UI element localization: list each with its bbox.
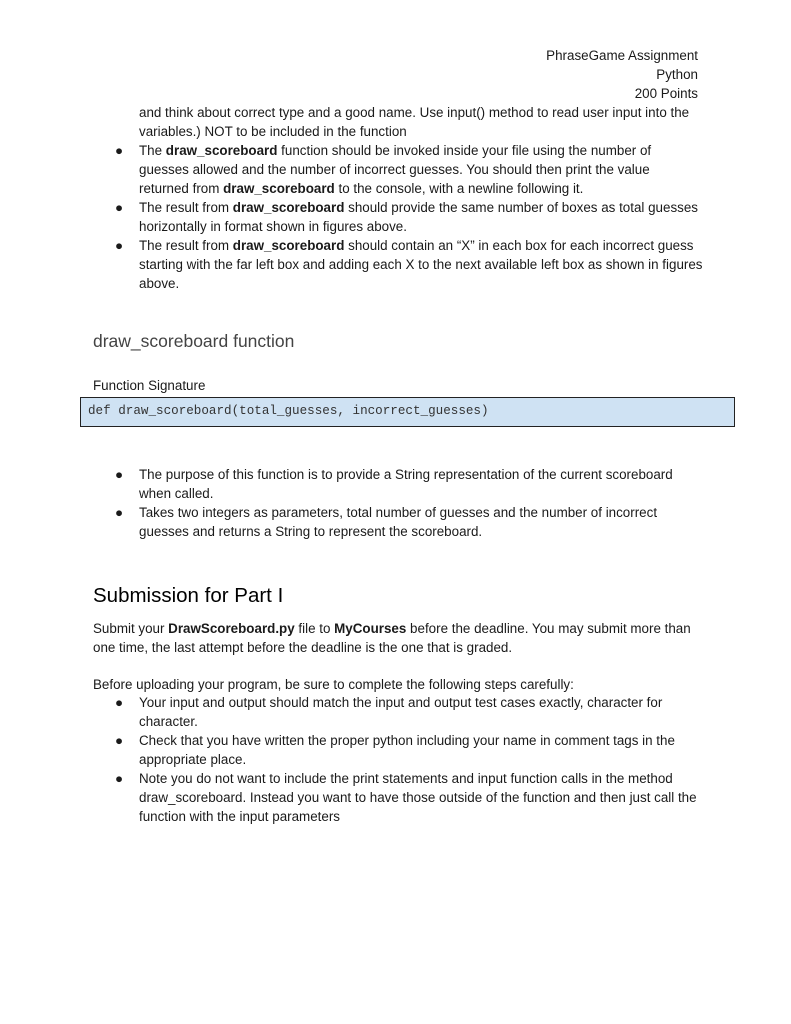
list-item-text: Note you do not want to include the print statements and input function calls in the method draw_scoreboard. Instead you want to have those outside of the function and then just call the function with the input parameters (139, 771, 697, 824)
bullet-icon: ● (115, 200, 124, 215)
list-item-text: The result from (139, 238, 233, 253)
function-name-text: draw_scoreboard (232, 200, 345, 215)
list-item-text: function should be invoked inside your file using the number of guesses allowed and the number of incorrect guesses. You should then print the value returned from (139, 143, 652, 196)
paragraph-text: file to (294, 621, 335, 636)
list-item-text: Takes two integers as parameters, total number of guesses and the number of incorrect guesses and returns a String to represent the scoreboard. (139, 505, 658, 539)
bullet-icon: ● (115, 695, 124, 710)
bullet-icon: ● (115, 733, 124, 748)
bullet-icon: ● (115, 467, 124, 482)
submission-heading: Submission for Part I (93, 584, 284, 607)
list-item (93, 236, 703, 293)
bullet-icon: ● (115, 143, 124, 158)
list-continuation-text: and think about correct type and a good name. Use input() method to read user input into the variables.) NOT to be included in the function (139, 105, 690, 139)
page-header (546, 46, 698, 103)
function-description-list (93, 465, 703, 541)
bullet-icon: ● (115, 505, 124, 520)
list-item-text: The result from (139, 200, 233, 215)
list-item (93, 693, 703, 731)
paragraph-text: before the deadline. You may submit more than one time, the last attempt before the deadline is the one that is graded. (93, 621, 691, 655)
submission-paragraph (93, 619, 703, 657)
list-item-text: to the console, with a newline following it. (334, 181, 584, 196)
header-points: 200 Points (634, 86, 698, 101)
list-item (93, 198, 703, 236)
list-item (93, 731, 703, 769)
header-assignment-title: PhraseGame Assignment (546, 48, 698, 63)
file-name-text: DrawScoreboard.py (168, 621, 295, 636)
list-item-text: The (139, 143, 166, 158)
function-section-heading: draw_scoreboard function (93, 331, 295, 351)
list-item-text: should contain an “X” in each box for each incorrect guess starting with the far left box and adding each X to the next available left box as shown in figures above. (139, 238, 703, 291)
list-item (93, 141, 703, 198)
signature-label: Function Signature (93, 378, 206, 393)
header-language: Python (656, 67, 698, 82)
function-name-text: draw_scoreboard (223, 181, 335, 196)
function-name-text: draw_scoreboard (165, 143, 278, 158)
list-item-text: The purpose of this function is to provide a String representation of the current scoreboard when called. (139, 467, 673, 501)
bullet-icon: ● (115, 771, 124, 786)
submission-checklist (93, 693, 703, 826)
paragraph-text: Submit your (93, 621, 169, 636)
list-item-text: should provide the same number of boxes as total guesses horizontally in format shown in figures above. (139, 200, 698, 234)
list-item (93, 465, 703, 503)
requirements-list (93, 103, 703, 293)
list-item-text: Your input and output should match the input and output test cases exactly, character for character. (139, 695, 663, 729)
checklist-intro: Before uploading your program, be sure to complete the following steps carefully: (93, 677, 574, 692)
list-item (93, 503, 703, 541)
list-item-text: Check that you have written the proper python including your name in comment tags in the appropriate place. (139, 733, 675, 767)
function-name-text: draw_scoreboard (232, 238, 345, 253)
code-block: def draw_scoreboard(total_guesses, incorrect_guesses) (80, 397, 735, 427)
bullet-icon: ● (115, 238, 124, 253)
submission-target-text: MyCourses (334, 621, 407, 636)
list-item (93, 769, 703, 826)
